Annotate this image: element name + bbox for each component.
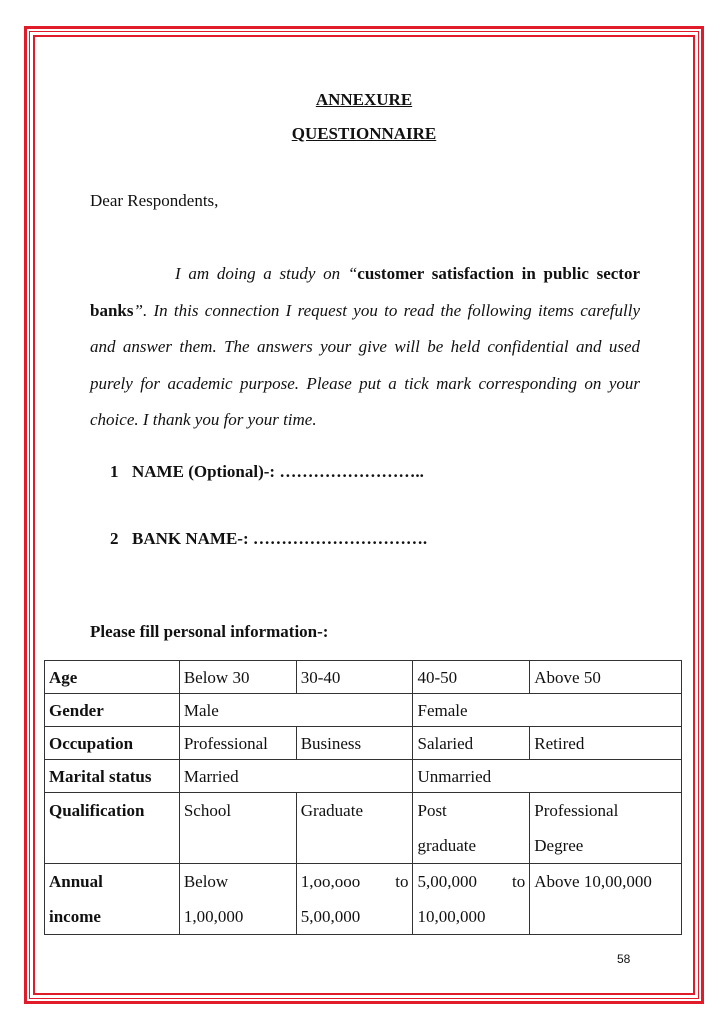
option-cell[interactable]: Below 1,00,000 [179, 864, 296, 935]
questionnaire-heading: QUESTIONNAIRE [291, 124, 437, 143]
option-cell[interactable]: Salaried [413, 727, 530, 760]
row-label: Marital status [45, 760, 180, 793]
question-label[interactable]: NAME (Optional)-: …………………….. [132, 462, 424, 481]
question-label[interactable]: BANK NAME-: …………………………. [132, 529, 428, 548]
option-cell[interactable]: Female [413, 694, 682, 727]
intro-paragraph [90, 256, 640, 439]
question-bank-name [110, 529, 427, 549]
row-label: Annual income [45, 864, 180, 935]
row-label: Gender [45, 694, 180, 727]
annexure-heading: ANNEXURE [315, 90, 413, 109]
table-row-occupation [45, 727, 682, 760]
question-number: 2 [110, 529, 119, 548]
option-cell[interactable]: School [179, 793, 296, 864]
question-name [110, 462, 424, 482]
row-label: Qualification [45, 793, 180, 864]
option-cell[interactable]: Professional Degree [530, 793, 682, 864]
option-cell[interactable]: Male [179, 694, 413, 727]
table-row-age [45, 661, 682, 694]
option-cell[interactable]: Above 50 [530, 661, 682, 694]
table-row-qualification [45, 793, 682, 864]
option-cell[interactable]: Below 30 [179, 661, 296, 694]
option-cell[interactable]: 40-50 [413, 661, 530, 694]
question-number: 1 [110, 462, 119, 481]
intro-bold: customer satisfaction in public sector banks [90, 264, 640, 320]
table-row-gender [45, 694, 682, 727]
option-cell[interactable]: Unmarried [413, 760, 682, 793]
intro-part2: ”. In this connection I request you to read the following items carefully and answer them. The answers your give will be held confidential and used purely for academic purpose. Please put a tick mark corresponding on your choice. I thank you for your time. [90, 300, 640, 429]
personal-info-table [44, 660, 682, 935]
option-cell[interactable]: 5,00,000 to 10,00,000 [413, 864, 530, 935]
option-cell[interactable]: Graduate [296, 793, 413, 864]
personal-info-title: Please fill personal information-: [90, 622, 329, 641]
option-cell[interactable]: Married [179, 760, 413, 793]
option-cell[interactable]: Retired [530, 727, 682, 760]
option-cell[interactable]: Professional [179, 727, 296, 760]
row-label: Age [45, 661, 180, 694]
intro-part1: I am doing a study on “ [175, 264, 358, 283]
table-row-marital [45, 760, 682, 793]
greeting: Dear Respondents, [90, 191, 219, 210]
option-cell[interactable]: 30-40 [296, 661, 413, 694]
table-row-income [45, 864, 682, 935]
option-cell[interactable]: 1,oo,ooo to 5,00,000 [296, 864, 413, 935]
page-number: 58 [617, 952, 631, 966]
option-cell[interactable]: Above 10,00,000 [530, 864, 682, 935]
row-label: Occupation [45, 727, 180, 760]
option-cell[interactable]: Business [296, 727, 413, 760]
option-cell[interactable]: Post graduate [413, 793, 530, 864]
